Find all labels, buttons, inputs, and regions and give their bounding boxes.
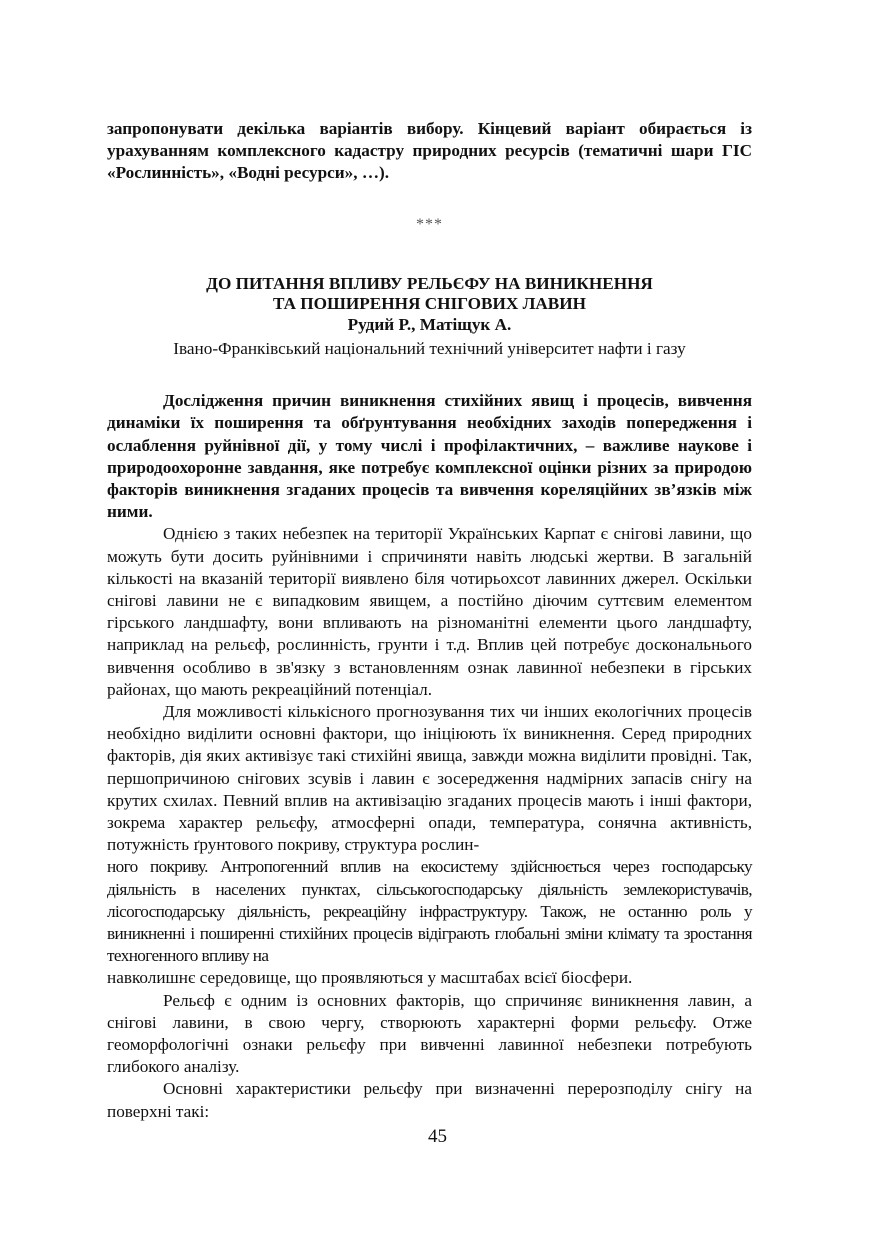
article-title [107,274,752,315]
page-content [107,118,752,1123]
article-affiliation: Івано-Франківський національний технічний університет нафти і газу [173,339,686,359]
continuation-text: запропонувати декілька варіантів вибору. Кінцевий варіант обирається із урахуванням комплексного кадастру природних ресурсів (тематичні шари ГІС «Рослинність», «Водні ресурси», …). [107,119,752,183]
body-paragraph-2: Для можливості кількісного прогнозування тих чи інших екологічних процесів необхідно виділити основні фактори, що ініціюють їх виникнення. Серед природних факторів, дія яких активізує такі стихійні явища, завжди можна виділити провідні. Так, першопричиною снігових зсувів і лавин є зосередження надмірних запасів снігу на крутих схилах. Певний вплив на активізацію згаданих процесів мають і інші фактори, зокрема характер рельєфу, атмосферні опади, температура, сонячна активність, потужність ґрунтового покриву, структура рослин- [107,701,752,855]
article-abstract: Дослідження причин виникнення стихійних явищ і процесів, вивчення динаміки їх поширення та обґрунтування необхідних заходів попередження і ослаблення руйнівної дії, у тому числі і профілактичних, – важливе наукове і природоохоронне завдання, яке потребує комплексної оцінки різних за природою факторів виникнення згаданих процесів та вивчення кореляційних зв’язків між ними. [107,391,752,522]
body-paragraph-4: Основні характеристики рельєфу при визначенні перерозподілу снігу на поверхні такі: [107,1079,752,1121]
body-paragraph-3: Рельєф є одним із основних факторів, що спричиняє виникнення лавин, а снігові лавини, в свою чергу, створюють характерні форми рельєфу. Отже геоморфологічні ознаки рельєфу при вивченні лавинної небезпеки потребують глибокого аналізу. [107,990,752,1077]
article-title-line-2: ТА ПОШИРЕННЯ СНІГОВИХ ЛАВИН [272,294,587,314]
article-title-line-1: ДО ПИТАННЯ ВПЛИВУ РЕЛЬЄФУ НА ВИНИКНЕННЯ [206,273,653,293]
body-paragraph-2-end: навколишнє середовище, що проявляються у масштабах всієї біосфери. [107,968,633,988]
article-authors: Рудий Р., Матіщук А. [347,314,512,334]
body-paragraph-1: Однією з таких небезпек на території Українських Карпат є снігові лавини, що можуть бути досить руйнівними і спричиняти навіть людські жертви. В загальній кількості на вказаній території виявлено біля чотирьохсот лавинних джерел. Оскільки снігові лавини не є випадковим явищем, а постійно діючим суттєвим елементом гірського ландшафту, вони впливають на різноманітні елементи цього ландшафту, наприклад на рельєф, рослинність, грунти і т.д. Вплив цей потребує доскональнього вивчення особливо в зв'язку з встановленням ознак лавинної небезпеки в гірських районах, що мають рекреаційний потенціал. [107,524,752,699]
page-number: 45 [428,1126,447,1147]
body-paragraph-2-condensed: ного покриву. Антропогенний вплив на екосистему здійснюється через господарську діяльність в населених пунктах, сільськогосподарську діяльність землекористувачів, лісогосподарську діяльність, рекреаційну інфраструктуру. Також, не останню роль у виникненні і поширенні стихійних процесів відіграють глобальні зміни клімату та зростання техногенного впливу на [107,857,752,966]
section-separator: *** [416,215,443,233]
